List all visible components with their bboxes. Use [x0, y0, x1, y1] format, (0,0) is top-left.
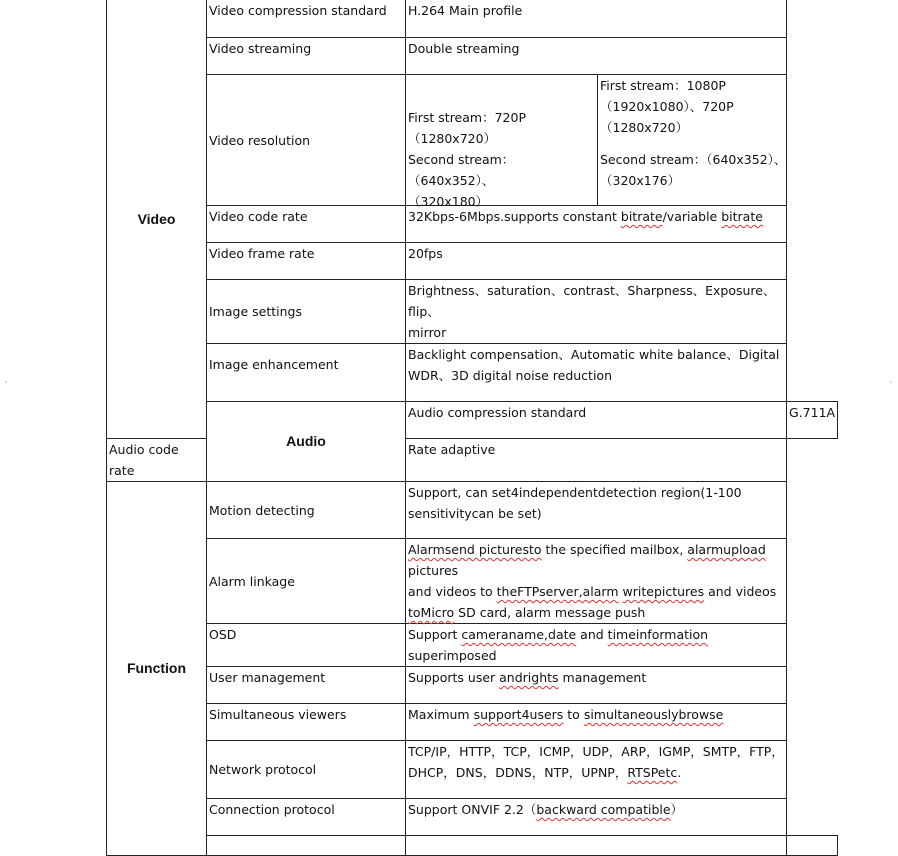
row-value-osd: Support cameraname,date and timeinformation superimposed — [406, 624, 787, 667]
row-label-simultaneous-viewers: Simultaneous viewers — [207, 704, 406, 741]
row-value-network-protocol: TCP/IP，HTTP，TCP，ICMP，UDP，ARP，IGMP，SMTP，FTP， DHCP，DNS，DDNS，NTP，UPNP，RTSPetc. — [406, 741, 787, 799]
row-value-simultaneous-viewers: Maximum support4users to simultaneouslybrowse — [406, 704, 787, 741]
row-value-user-management: Supports user andrights management — [406, 667, 787, 704]
row-label-video-code-rate: Video code rate — [207, 206, 406, 243]
row-label-image-settings: Image settings — [207, 280, 406, 344]
resolution-alt-board: First stream：1080P （1920x1080）、720P （1280x720） Second stream：（640x352）、 （320x176） — [600, 78, 787, 188]
category-function: Function — [107, 482, 207, 856]
row-label-connection-protocol: Connection protocol — [207, 799, 406, 836]
row-value-alarm-linkage: Alarmsend picturesto the specified mailbox, alarmupload pictures and videos to theFTPserver,alarm writepictures and videos toMicro SD card, alarm message push — [406, 539, 787, 624]
row-value-connection-protocol: Support ONVIF 2.2（backward compatible） — [406, 799, 787, 836]
next-label-cell — [406, 836, 787, 856]
row-label-audio-compression: Audio compression standard — [406, 402, 787, 439]
row-label-video-streaming: Video streaming — [207, 38, 406, 75]
next-category-cell — [207, 836, 406, 856]
row-label-motion-detecting: Motion detecting — [207, 482, 406, 539]
row-label-image-enhancement: Image enhancement — [207, 344, 406, 402]
margin-mark-left — [5, 381, 7, 383]
row-value-video-compression: H.264 Main profile — [406, 0, 787, 38]
row-value-video-resolution — [406, 75, 787, 209]
row-label-user-management: User management — [207, 667, 406, 704]
row-value-video-streaming: Double streaming — [406, 38, 787, 75]
row-label-osd: OSD — [207, 624, 406, 667]
resolution-divider — [597, 75, 598, 205]
row-value-image-enhancement: Backlight compensation、Automatic white balance、Digital WDR、3D digital noise reduction — [406, 344, 787, 402]
spec-table — [106, 0, 838, 856]
row-value-audio-compression: G.711A — [787, 402, 838, 439]
row-label-video-compression: Video compression standard — [207, 0, 406, 38]
next-value-cell — [787, 836, 838, 856]
margin-mark-right — [890, 381, 892, 383]
row-value-audio-code-rate: Rate adaptive — [406, 439, 787, 482]
resolution-main-board: First stream：720P（1280x720） Second stream：（640x352）、 （320x180） — [408, 110, 526, 209]
row-value-video-frame-rate: 20fps — [406, 243, 787, 280]
row-label-network-protocol: Network protocol — [207, 741, 406, 799]
row-value-image-settings: Brightness、saturation、contrast、Sharpness、Exposure、flip、 mirror — [406, 280, 787, 344]
row-value-motion-detecting: Support, can set4independentdetection region(1-100 sensitivitycan be set) — [406, 482, 787, 539]
row-label-video-resolution: Video resolution — [207, 75, 406, 206]
row-label-alarm-linkage: Alarm linkage — [207, 539, 406, 624]
row-label-audio-code-rate: Audio code rate — [107, 439, 207, 482]
row-label-video-frame-rate: Video frame rate — [207, 243, 406, 280]
category-video: Video — [107, 0, 207, 439]
category-audio: Audio — [207, 402, 406, 482]
row-value-video-code-rate: 32Kbps-6Mbps.supports constant bitrate/variable bitrate — [406, 206, 787, 243]
